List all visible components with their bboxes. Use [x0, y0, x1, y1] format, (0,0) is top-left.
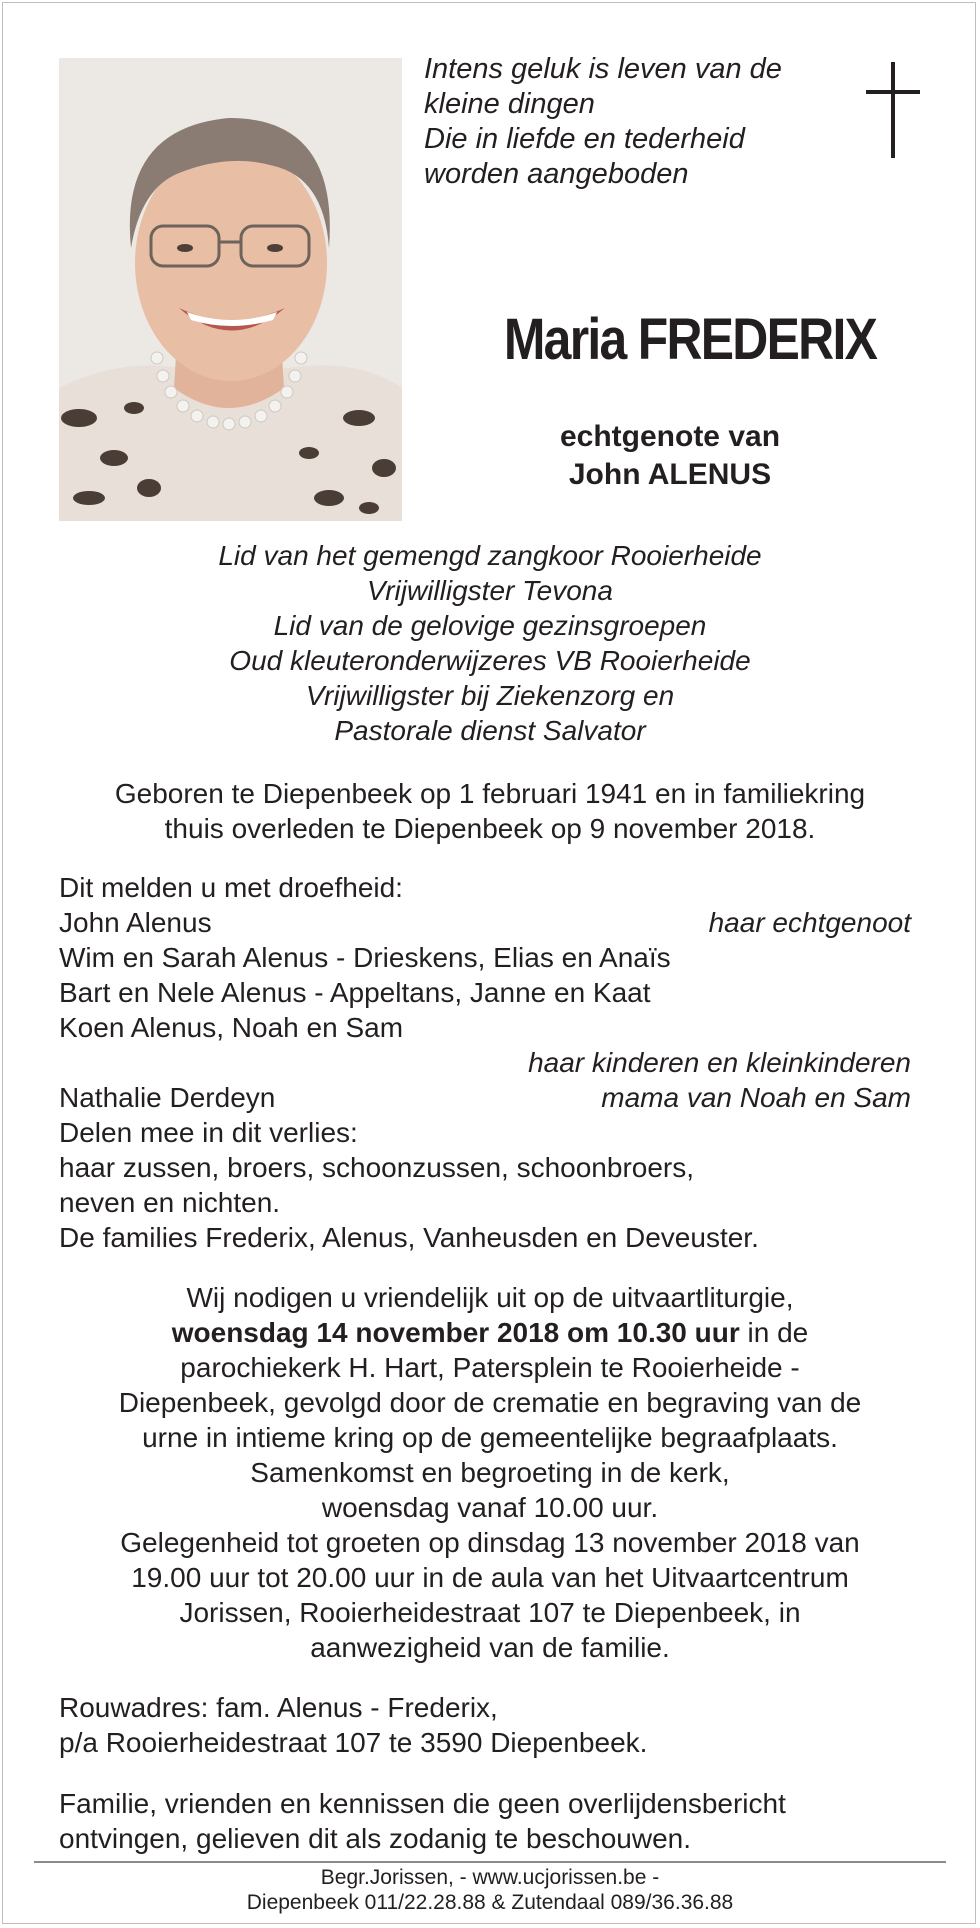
deceased-name: Maria FREDERIX: [503, 307, 877, 372]
ceremony-line: Diepenbeek, gevolgd door de crematie en begraving van de: [118, 1387, 862, 1418]
membership-line: Vrijwilligster Tevona: [367, 575, 613, 606]
ceremony-line: urne in intieme kring op de gemeentelijke begraafplaats.: [142, 1422, 838, 1453]
membership-line: Oud kleuteronderwijzeres VB Rooierheide: [229, 645, 751, 676]
ceremony-line: 19.00 uur tot 20.00 uur in de aula van het Uitvaartcentrum: [131, 1562, 849, 1593]
announcer-name: Delen mee in dit verlies:: [59, 1117, 358, 1148]
footer: [0, 1865, 980, 1915]
announcer-row: [59, 975, 919, 1010]
announcer-name: haar zussen, broers, schoonzussen, schoonbroers,: [59, 1152, 695, 1183]
announcer-row: [59, 1185, 919, 1220]
announcer-row: [59, 1115, 919, 1150]
announcer-name: Koen Alenus, Noah en Sam: [59, 1012, 404, 1043]
announcer-row: [59, 1045, 919, 1080]
poem-line: worden aangeboden: [424, 158, 689, 190]
address-line: p/a Rooierheidestraat 107 te 3590 Diepenbeek.: [59, 1727, 648, 1758]
spouse-info: [470, 418, 870, 494]
announcer-name: De families Frederix, Alenus, Vanheusden en Deveuster.: [59, 1222, 759, 1253]
footer-divider: [34, 1861, 946, 1863]
announcer-row: [59, 1080, 919, 1115]
announcer-relation: mama van Noah en Sam: [601, 1082, 911, 1113]
ceremony-line: aanwezigheid van de familie.: [310, 1632, 670, 1663]
poem-line: Intens geluk is leven van de: [424, 53, 782, 85]
announcer-name: John Alenus: [59, 907, 212, 938]
announcer-row: [59, 940, 919, 975]
announcers-intro: Dit melden u met droefheid:: [59, 872, 403, 903]
ceremony-line-rest: in de: [739, 1317, 809, 1348]
announcers: [59, 870, 919, 1255]
ceremony-date-line: [0, 1315, 980, 1350]
announcer-row: [59, 1220, 919, 1255]
membership-line: Pastorale dienst Salvator: [334, 715, 646, 746]
announcer-name: Wim en Sarah Alenus - Drieskens, Elias en Anaïs: [59, 942, 671, 973]
ceremony-line: woensdag vanaf 10.00 uur.: [321, 1492, 659, 1523]
ceremony-line: Jorissen, Rooierheidestraat 107 te Diepenbeek, in: [179, 1597, 801, 1628]
announcer-name: Bart en Nele Alenus - Appeltans, Janne en Kaat: [59, 977, 651, 1008]
ceremony-info: [0, 1280, 980, 1665]
notice-line: ontvingen, gelieven dit als zodanig te beschouwen.: [59, 1823, 691, 1854]
ceremony-line: Gelegenheid tot groeten op dinsdag 13 november 2018 van: [120, 1527, 860, 1558]
announcer-row: [59, 1150, 919, 1185]
membership-line: Vrijwilligster bij Ziekenzorg en: [305, 680, 675, 711]
memberships: [0, 538, 980, 748]
membership-line: Lid van de gelovige gezinsgroepen: [273, 610, 707, 641]
cross-icon: [863, 62, 923, 162]
mourning-address: [59, 1690, 919, 1760]
membership-line: Lid van het gemengd zangkoor Rooierheide: [218, 540, 762, 571]
announcer-relation: haar kinderen en kleinkinderen: [528, 1047, 911, 1078]
poem: [424, 52, 782, 192]
footer-line: Diepenbeek 011/22.28.88 & Zutendaal 089/36.36.88: [246, 1891, 734, 1914]
birth-death: [0, 776, 980, 846]
notice-line: Familie, vrienden en kennissen die geen overlijdensbericht: [59, 1788, 786, 1819]
poem-line: Die in liefde en tederheid: [424, 123, 745, 155]
ceremony-line: parochiekerk H. Hart, Patersplein te Rooierheide -: [180, 1352, 800, 1383]
spouse-label: echtgenote van: [559, 420, 781, 453]
poem-line: kleine dingen: [424, 88, 595, 120]
birth-death-line: Geboren te Diepenbeek op 1 februari 1941 en in familiekring: [114, 778, 866, 809]
announcer-row: [59, 1010, 919, 1045]
address-line: Rouwadres: fam. Alenus - Frederix,: [59, 1692, 498, 1723]
ceremony-line: Wij nodigen u vriendelijk uit op de uitvaartliturgie,: [186, 1282, 794, 1313]
announcer-row: [59, 905, 919, 940]
notice: [59, 1786, 919, 1856]
ceremony-date: woensdag 14 november 2018 om 10.30 uur: [171, 1317, 740, 1348]
announcer-name: neven en nichten.: [59, 1187, 281, 1218]
portrait-photo: [59, 58, 402, 521]
announcer-name: Nathalie Derdeyn: [59, 1082, 276, 1113]
spouse-name: John ALENUS: [568, 458, 772, 491]
birth-death-line: thuis overleden te Diepenbeek op 9 november 2018.: [164, 813, 816, 844]
ceremony-line: Samenkomst en begroeting in de kerk,: [250, 1457, 730, 1488]
footer-line: Begr.Jorissen, - www.ucjorissen.be -: [320, 1866, 660, 1889]
announcer-relation: haar echtgenoot: [708, 907, 911, 938]
